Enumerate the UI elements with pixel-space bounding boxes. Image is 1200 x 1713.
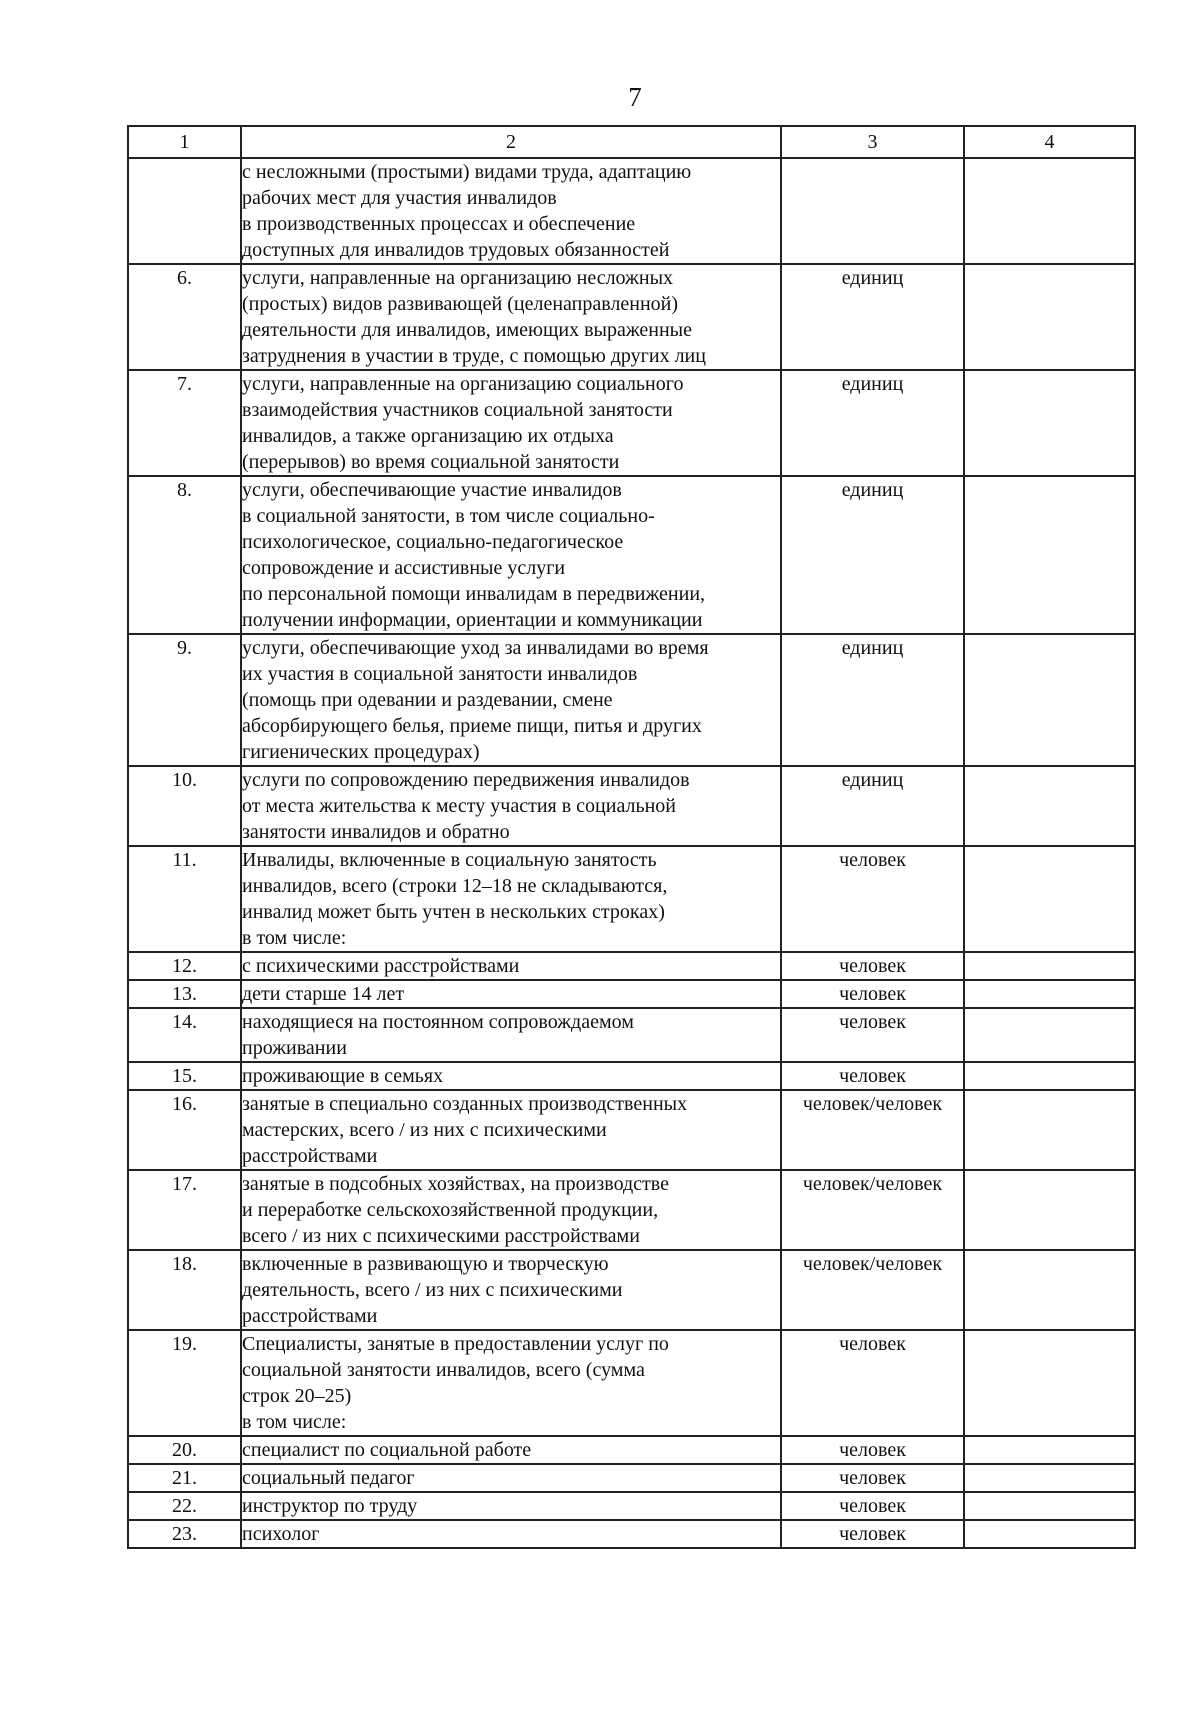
row-value-cell — [964, 766, 1135, 846]
row-description-cell: услуги по сопровождению передвижения инвалидов от места жительства к месту участия в социальной занятости инвалидов и обратно — [241, 766, 781, 846]
row-value-cell — [964, 846, 1135, 952]
row-description-cell: инструктор по труду — [241, 1492, 781, 1520]
table-row — [128, 1062, 1135, 1090]
row-value-cell — [964, 1436, 1135, 1464]
row-unit-cell: человек — [781, 1008, 964, 1062]
row-number-cell — [128, 158, 241, 264]
row-unit-cell: единиц — [781, 634, 964, 766]
row-value-cell — [964, 1464, 1135, 1492]
row-value-cell — [964, 952, 1135, 980]
table-row — [128, 1170, 1135, 1250]
row-number-cell: 9. — [128, 634, 241, 766]
table-row — [128, 264, 1135, 370]
row-description-cell: включенные в развивающую и творческую деятельность, всего / из них с психическими расстройствами — [241, 1250, 781, 1330]
row-unit-cell: единиц — [781, 766, 964, 846]
row-value-cell — [964, 158, 1135, 264]
row-number-cell: 21. — [128, 1464, 241, 1492]
table-body — [128, 158, 1135, 1548]
row-description-cell: услуги, обеспечивающие участие инвалидов в социальной занятости, в том числе социально- психологическое, социально-педагогическое сопровождение и ассистивные услуги по персональной помощи инвалидам в передвижении, получении информации, ориентации и коммуникации — [241, 476, 781, 634]
row-value-cell — [964, 370, 1135, 476]
row-number-cell: 16. — [128, 1090, 241, 1170]
row-value-cell — [964, 1062, 1135, 1090]
statistics-table — [127, 125, 1136, 1549]
row-description-cell: услуги, обеспечивающие уход за инвалидами во время их участия в социальной занятости инвалидов (помощь при одевании и раздевании, смене абсорбирующего белья, приеме пищи, питья и других гигиенических процедурах) — [241, 634, 781, 766]
table-row — [128, 952, 1135, 980]
row-number-cell: 7. — [128, 370, 241, 476]
row-description-cell: Специалисты, занятые в предоставлении услуг по социальной занятости инвалидов, всего (сумма строк 20–25) в том числе: — [241, 1330, 781, 1436]
table-row — [128, 1464, 1135, 1492]
table-row — [128, 1436, 1135, 1464]
row-description-cell: Инвалиды, включенные в социальную занятость инвалидов, всего (строки 12–18 не складываются, инвалид может быть учтен в нескольких строках) в том числе: — [241, 846, 781, 952]
row-number-cell: 20. — [128, 1436, 241, 1464]
table-row — [128, 766, 1135, 846]
row-description-cell: проживающие в семьях — [241, 1062, 781, 1090]
row-unit-cell: человек — [781, 1464, 964, 1492]
table-row — [128, 158, 1135, 264]
row-number-cell: 11. — [128, 846, 241, 952]
row-description-cell: специалист по социальной работе — [241, 1436, 781, 1464]
column-header-1: 1 — [128, 126, 241, 158]
row-unit-cell: единиц — [781, 370, 964, 476]
row-number-cell: 13. — [128, 980, 241, 1008]
row-value-cell — [964, 1492, 1135, 1520]
row-unit-cell: единиц — [781, 264, 964, 370]
row-description-cell: социальный педагог — [241, 1464, 781, 1492]
table-row — [128, 1008, 1135, 1062]
row-number-cell: 10. — [128, 766, 241, 846]
row-number-cell: 22. — [128, 1492, 241, 1520]
row-value-cell — [964, 980, 1135, 1008]
row-unit-cell — [781, 158, 964, 264]
row-value-cell — [964, 1330, 1135, 1436]
column-header-2: 2 — [241, 126, 781, 158]
row-unit-cell: человек — [781, 952, 964, 980]
table-row — [128, 370, 1135, 476]
row-number-cell: 18. — [128, 1250, 241, 1330]
column-header-3: 3 — [781, 126, 964, 158]
table-row — [128, 846, 1135, 952]
table-row — [128, 1090, 1135, 1170]
row-number-cell: 12. — [128, 952, 241, 980]
row-number-cell: 15. — [128, 1062, 241, 1090]
row-unit-cell: человек/человек — [781, 1090, 964, 1170]
table-row — [128, 1520, 1135, 1548]
row-number-cell: 14. — [128, 1008, 241, 1062]
row-description-cell: находящиеся на постоянном сопровождаемом проживании — [241, 1008, 781, 1062]
row-description-cell: дети старше 14 лет — [241, 980, 781, 1008]
row-number-cell: 6. — [128, 264, 241, 370]
row-unit-cell: человек — [781, 1330, 964, 1436]
table-row — [128, 476, 1135, 634]
row-description-cell: услуги, направленные на организацию социального взаимодействия участников социальной занятости инвалидов, а также организацию их отдыха (перерывов) во время социальной занятости — [241, 370, 781, 476]
row-unit-cell: человек/человек — [781, 1250, 964, 1330]
table-row — [128, 634, 1135, 766]
row-number-cell: 8. — [128, 476, 241, 634]
row-description-cell: услуги, направленные на организацию несложных (простых) видов развивающей (целенаправленной) деятельности для инвалидов, имеющих выраженные затруднения в участии в труде, с помощью других лиц — [241, 264, 781, 370]
row-unit-cell: человек — [781, 1062, 964, 1090]
row-unit-cell: человек — [781, 1436, 964, 1464]
row-number-cell: 17. — [128, 1170, 241, 1250]
row-value-cell — [964, 264, 1135, 370]
table-row — [128, 1492, 1135, 1520]
table-row — [128, 980, 1135, 1008]
row-value-cell — [964, 1520, 1135, 1548]
row-value-cell — [964, 634, 1135, 766]
column-header-4: 4 — [964, 126, 1135, 158]
row-unit-cell: человек — [781, 846, 964, 952]
row-number-cell: 19. — [128, 1330, 241, 1436]
row-description-cell: психолог — [241, 1520, 781, 1548]
row-description-cell: занятые в специально созданных производственных мастерских, всего / из них с психическими расстройствами — [241, 1090, 781, 1170]
row-description-cell: с психическими расстройствами — [241, 952, 781, 980]
row-unit-cell: человек — [781, 1520, 964, 1548]
row-value-cell — [964, 1090, 1135, 1170]
row-value-cell — [964, 476, 1135, 634]
row-description-cell: с несложными (простыми) видами труда, адаптацию рабочих мест для участия инвалидов в производственных процессах и обеспечение доступных для инвалидов трудовых обязанностей — [241, 158, 781, 264]
row-value-cell — [964, 1170, 1135, 1250]
row-value-cell — [964, 1008, 1135, 1062]
table-header-row — [128, 126, 1135, 158]
row-description-cell: занятые в подсобных хозяйствах, на производстве и переработке сельскохозяйственной продукции, всего / из них с психическими расстройствами — [241, 1170, 781, 1250]
row-value-cell — [964, 1250, 1135, 1330]
table-row — [128, 1330, 1135, 1436]
row-unit-cell: человек/человек — [781, 1170, 964, 1250]
row-unit-cell: единиц — [781, 476, 964, 634]
row-unit-cell: человек — [781, 1492, 964, 1520]
row-number-cell: 23. — [128, 1520, 241, 1548]
table-row — [128, 1250, 1135, 1330]
page-number: 7 — [628, 82, 642, 112]
row-unit-cell: человек — [781, 980, 964, 1008]
